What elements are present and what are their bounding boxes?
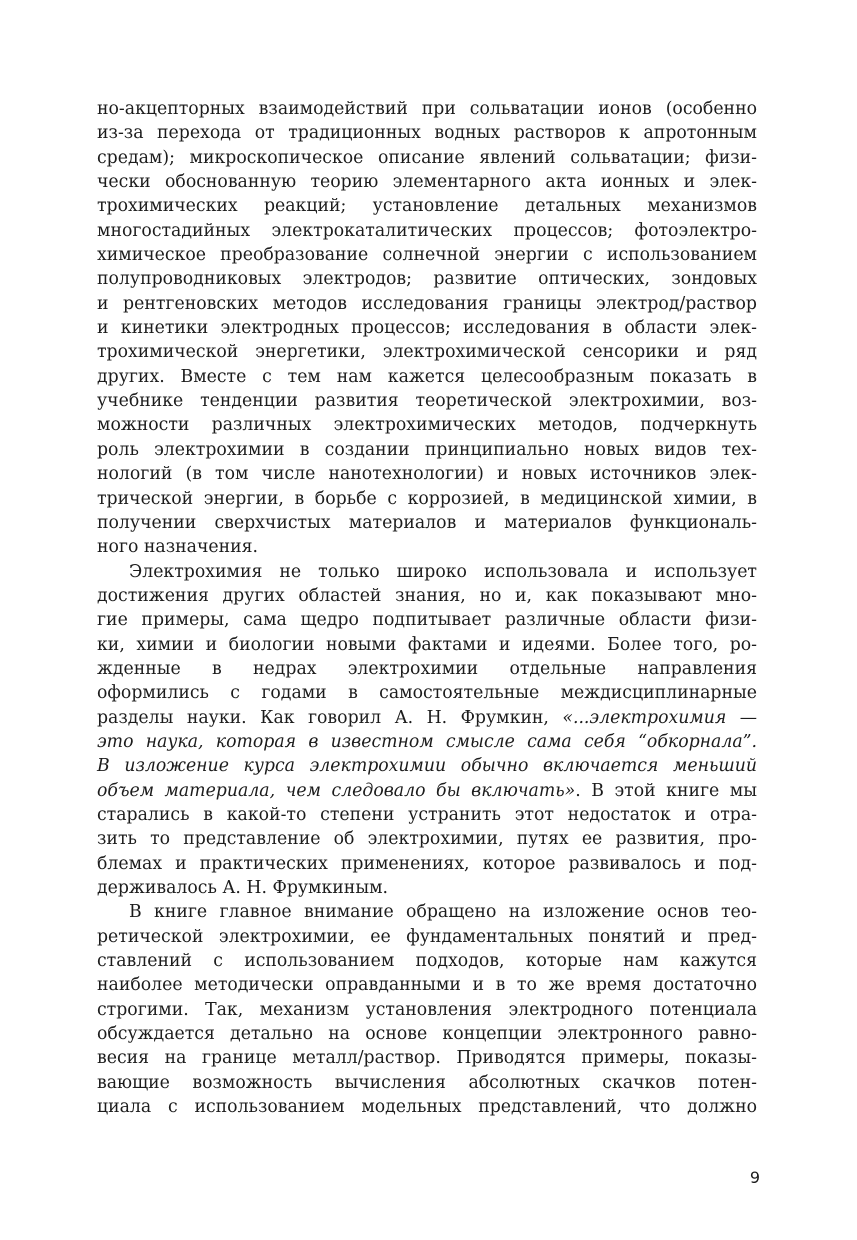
quote-text: В изложение курса электрохимии обычно включается меньший [97, 756, 757, 777]
plain-text: разделы науки. Как говорил А. Н. Фрумкин, [97, 707, 563, 728]
text-line: гие примеры, сама щедро подпитывает различные области физи- [97, 610, 757, 631]
text-line: многостадийных электрокаталитических процессов; фотоэлектро- [97, 220, 757, 241]
text-line: можности различных электрохимических методов, подчеркнуть [97, 415, 757, 436]
text-line: ставлений с использованием подходов, которые нам кажутся [97, 951, 757, 972]
text-line: из-за перехода от традиционных водных растворов к апротонным [97, 123, 757, 144]
paragraph-2 [97, 560, 757, 901]
text-line: учебнике тенденции развития теоретической электрохимии, воз- [97, 391, 757, 412]
text-line: держивалось А. Н. Фрумкиным. [97, 878, 389, 898]
text-line: строгими. Так, механизм установления электродного потенциала [97, 999, 757, 1020]
text-line: обсуждается детально на основе концепции электронного равно- [97, 1024, 757, 1045]
text-line: трохимических реакций; установление детальных механизмов [97, 196, 757, 217]
text-line: химическое преобразование солнечной энергии с использованием [97, 245, 757, 266]
text-line: ного назначения. [97, 537, 259, 558]
text-line: весия на границе металл/раствор. Приводятся примеры, показы- [97, 1048, 757, 1069]
text-line: роль электрохимии в создании принципиально новых видов тех- [97, 439, 757, 460]
text-line: наиболее методически оправданными и в то же время достаточно [97, 975, 757, 996]
text-line: Электрохимия не только широко использовала и использует [129, 561, 757, 582]
text-line: нологий (в том числе нанотехнологии) и новых источников элек- [97, 464, 757, 485]
text-line: полупроводниковых электродов; развитие оптических, зондовых [97, 269, 757, 290]
text-line: ретической электрохимии, ее фундаментальных понятий и пред- [97, 926, 757, 947]
text-line: старались в какой-то степени устранить этот недостаток и отра- [97, 804, 757, 825]
text-line: В книге главное внимание обращено на изложение основ тео- [129, 902, 757, 923]
text-line: ки, химии и биологии новыми фактами и идеями. Более того, ро- [97, 634, 757, 655]
text-line: но-акцепторных взаимодействий при сольватации ионов (особенно [97, 99, 757, 119]
page-number: 9 [749, 1168, 760, 1187]
paragraph-1 [97, 97, 757, 560]
text-line [97, 779, 757, 803]
text-line: циала с использованием модельных представлений, что должно [97, 1097, 757, 1118]
text-line: других. Вместе с тем нам кажется целесообразным показать в [97, 366, 757, 387]
plain-text: . В этой книге мы [575, 780, 757, 801]
text-line: средам); микроскопическое описание явлений сольватации; физи- [97, 147, 757, 168]
text-line: трохимической энергетики, электрохимической сенсорики и ряд [97, 342, 757, 363]
body-text [97, 97, 757, 1119]
text-line [97, 706, 757, 730]
quote-text: это наука, которая в известном смысле сама себя “обкорнала”. [97, 731, 757, 752]
text-line: трической энергии, в борьбе с коррозией, в медицинской химии, в [97, 488, 757, 509]
text-line: достижения других областей знания, но и, как показывают мно- [97, 585, 757, 606]
quote-text: объем материала, чем следовало бы включать» [97, 780, 576, 801]
text-line: жденные в недрах электрохимии отдельные направления [97, 658, 757, 679]
text-line: получении сверхчистых материалов и материалов функциональ- [97, 512, 757, 533]
text-line: блемах и практических применениях, которое развивалось и под- [97, 853, 757, 874]
text-line: и рентгеновских методов исследования границы электрод/раствор [97, 293, 757, 314]
text-line: зить то представление об электрохимии, путях ее развития, про- [97, 829, 757, 850]
paragraph-3 [97, 900, 757, 1119]
text-line: вающие возможность вычисления абсолютных скачков потен- [97, 1072, 757, 1093]
text-line: чески обоснованную теорию элементарного акта ионных и элек- [97, 172, 757, 193]
quote-text: «...электрохимия — [562, 707, 758, 728]
text-line: и кинетики электродных процессов; исследования в области элек- [97, 318, 757, 339]
text-line: оформились с годами в самостоятельные междисциплинарные [97, 683, 757, 704]
